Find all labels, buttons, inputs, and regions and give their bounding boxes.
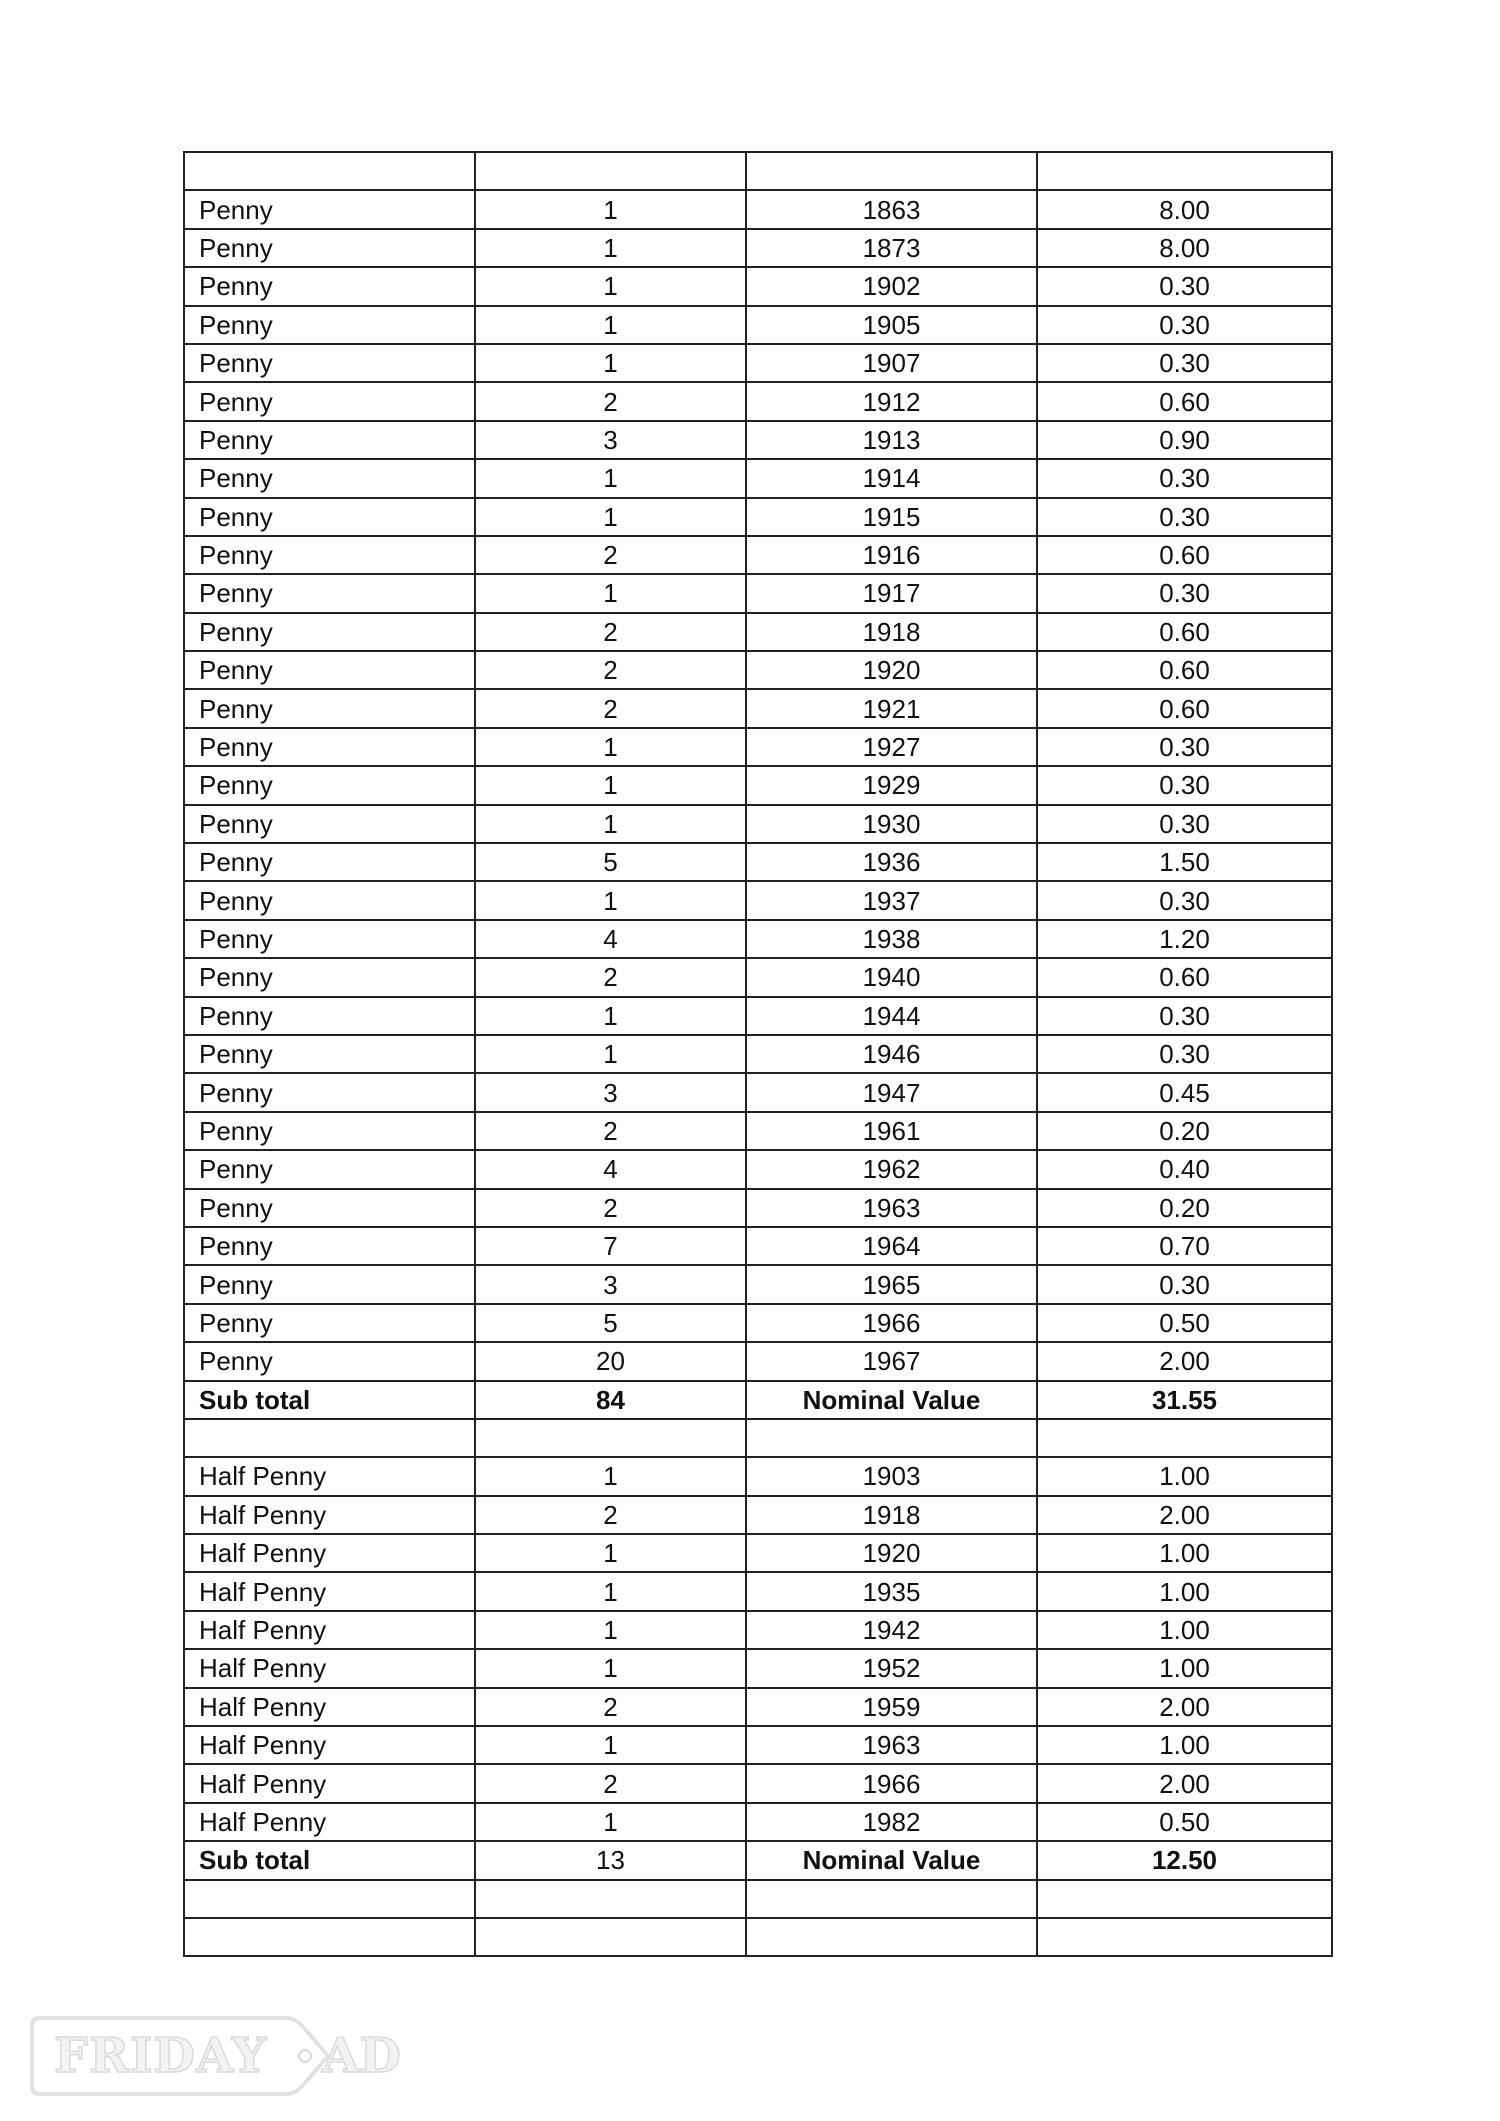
coin-name-cell: Penny	[184, 728, 475, 766]
year-cell: 1907	[746, 344, 1037, 382]
quantity-cell: 2	[475, 1496, 746, 1534]
blank-cell	[746, 1918, 1037, 1956]
year-cell: 1938	[746, 920, 1037, 958]
value-cell: 0.20	[1037, 1112, 1332, 1150]
table-row	[184, 1572, 1332, 1610]
table-row	[184, 344, 1332, 382]
coin-table	[183, 151, 1333, 1957]
blank-cell	[475, 152, 746, 190]
year-cell: 1944	[746, 997, 1037, 1035]
quantity-cell: 1	[475, 267, 746, 305]
quantity-cell: 2	[475, 1688, 746, 1726]
value-cell: 2.00	[1037, 1688, 1332, 1726]
friday-ad-logo	[30, 2010, 420, 2102]
coin-name-cell: Half Penny	[184, 1688, 475, 1726]
value-cell: 0.60	[1037, 651, 1332, 689]
coin-name-cell: Penny	[184, 344, 475, 382]
table-row	[184, 997, 1332, 1035]
quantity-cell: 2	[475, 651, 746, 689]
value-cell: 0.30	[1037, 306, 1332, 344]
value-cell: 1.00	[1037, 1726, 1332, 1764]
coin-name-cell: Half Penny	[184, 1726, 475, 1764]
value-cell: 0.30	[1037, 1265, 1332, 1303]
blank-cell	[746, 1880, 1037, 1918]
table-row	[184, 1112, 1332, 1150]
blank-cell	[184, 1918, 475, 1956]
year-cell: 1918	[746, 613, 1037, 651]
value-cell: 0.30	[1037, 267, 1332, 305]
blank-cell	[184, 1880, 475, 1918]
value-cell: 31.55	[1037, 1381, 1332, 1419]
table-row	[184, 1764, 1332, 1802]
year-cell: 1966	[746, 1304, 1037, 1342]
value-cell: 2.00	[1037, 1496, 1332, 1534]
year-cell: 1964	[746, 1227, 1037, 1265]
value-cell: 0.20	[1037, 1189, 1332, 1227]
table-row	[184, 881, 1332, 919]
value-cell: 0.30	[1037, 805, 1332, 843]
table-row	[184, 1189, 1332, 1227]
coin-name-cell: Penny	[184, 1227, 475, 1265]
table-row	[184, 1150, 1332, 1188]
quantity-cell: 5	[475, 843, 746, 881]
coin-name-cell: Penny	[184, 267, 475, 305]
year-cell: 1935	[746, 1572, 1037, 1610]
year-cell: 1966	[746, 1764, 1037, 1802]
coin-name-cell: Penny	[184, 1035, 475, 1073]
table-row	[184, 459, 1332, 497]
table-row	[184, 1342, 1332, 1380]
year-cell: 1965	[746, 1265, 1037, 1303]
coin-name-cell: Penny	[184, 536, 475, 574]
value-cell: 0.30	[1037, 459, 1332, 497]
year-cell: 1982	[746, 1803, 1037, 1841]
blank-row	[184, 152, 1332, 190]
blank-row	[184, 1918, 1332, 1956]
coin-name-cell: Penny	[184, 382, 475, 420]
year-cell: 1961	[746, 1112, 1037, 1150]
coin-name-cell: Penny	[184, 1073, 475, 1111]
quantity-cell: 1	[475, 1572, 746, 1610]
value-cell: 0.30	[1037, 498, 1332, 536]
coin-name-cell: Penny	[184, 613, 475, 651]
year-cell: 1915	[746, 498, 1037, 536]
value-cell: 0.60	[1037, 536, 1332, 574]
quantity-cell: 1	[475, 344, 746, 382]
table-row	[184, 843, 1332, 881]
table-row	[184, 1726, 1332, 1764]
value-cell: 0.60	[1037, 613, 1332, 651]
coin-name-cell: Penny	[184, 190, 475, 228]
value-cell: 12.50	[1037, 1841, 1332, 1879]
table-row	[184, 498, 1332, 536]
quantity-cell: 2	[475, 1112, 746, 1150]
blank-cell	[746, 152, 1037, 190]
quantity-cell: 1	[475, 306, 746, 344]
blank-cell	[1037, 1880, 1332, 1918]
blank-cell	[184, 152, 475, 190]
quantity-cell: 5	[475, 1304, 746, 1342]
quantity-cell: 1	[475, 997, 746, 1035]
year-cell: 1952	[746, 1649, 1037, 1687]
coin-name-cell: Penny	[184, 958, 475, 996]
svg-text:AD: AD	[322, 2028, 401, 2084]
year-cell: 1942	[746, 1611, 1037, 1649]
quantity-cell: 4	[475, 1150, 746, 1188]
coin-name-cell: Penny	[184, 498, 475, 536]
quantity-cell: 13	[475, 1841, 746, 1879]
value-cell: 0.60	[1037, 958, 1332, 996]
table-row	[184, 229, 1332, 267]
quantity-cell: 7	[475, 1227, 746, 1265]
year-cell: 1936	[746, 843, 1037, 881]
coin-name-cell: Penny	[184, 766, 475, 804]
value-cell: 1.20	[1037, 920, 1332, 958]
quantity-cell: 1	[475, 1803, 746, 1841]
table-row	[184, 306, 1332, 344]
quantity-cell: 3	[475, 421, 746, 459]
quantity-cell: 1	[475, 190, 746, 228]
quantity-cell: 1	[475, 766, 746, 804]
year-cell: 1873	[746, 229, 1037, 267]
table-row	[184, 1457, 1332, 1495]
table-row	[184, 1803, 1332, 1841]
year-cell: 1912	[746, 382, 1037, 420]
blank-row	[184, 1880, 1332, 1918]
coin-name-cell: Half Penny	[184, 1496, 475, 1534]
table-row	[184, 1227, 1332, 1265]
year-cell: 1917	[746, 574, 1037, 612]
svg-text:FRIDAY: FRIDAY	[54, 2028, 268, 2084]
table-row	[184, 1035, 1332, 1073]
coin-name-cell: Penny	[184, 651, 475, 689]
year-cell: 1946	[746, 1035, 1037, 1073]
value-cell: 2.00	[1037, 1342, 1332, 1380]
blank-cell	[746, 1419, 1037, 1457]
coin-name-cell: Penny	[184, 881, 475, 919]
coin-name-cell: Half Penny	[184, 1611, 475, 1649]
value-cell: 1.00	[1037, 1572, 1332, 1610]
coin-name-cell: Penny	[184, 1112, 475, 1150]
table-row	[184, 613, 1332, 651]
quantity-cell: 2	[475, 1764, 746, 1802]
value-cell: 0.30	[1037, 344, 1332, 382]
quantity-cell: 3	[475, 1073, 746, 1111]
value-cell: 0.30	[1037, 881, 1332, 919]
blank-cell	[475, 1419, 746, 1457]
year-cell: 1959	[746, 1688, 1037, 1726]
table-row	[184, 190, 1332, 228]
year-cell: 1962	[746, 1150, 1037, 1188]
coin-name-cell: Penny	[184, 805, 475, 843]
table-row	[184, 689, 1332, 727]
value-cell: 8.00	[1037, 229, 1332, 267]
quantity-cell: 1	[475, 229, 746, 267]
blank-cell	[1037, 152, 1332, 190]
blank-cell	[1037, 1419, 1332, 1457]
quantity-cell: 1	[475, 1726, 746, 1764]
value-cell: 0.60	[1037, 382, 1332, 420]
quantity-cell: 1	[475, 805, 746, 843]
quantity-cell: 2	[475, 382, 746, 420]
coin-name-cell: Half Penny	[184, 1572, 475, 1610]
quantity-cell: 1	[475, 1457, 746, 1495]
coin-name-cell: Penny	[184, 1342, 475, 1380]
table-row	[184, 421, 1332, 459]
table-row	[184, 805, 1332, 843]
table-row	[184, 1304, 1332, 1342]
value-cell: 0.40	[1037, 1150, 1332, 1188]
blank-cell	[1037, 1918, 1332, 1956]
year-cell: Nominal Value	[746, 1841, 1037, 1879]
coin-name-cell: Penny	[184, 920, 475, 958]
year-cell: 1905	[746, 306, 1037, 344]
year-cell: 1913	[746, 421, 1037, 459]
year-cell: Nominal Value	[746, 1381, 1037, 1419]
quantity-cell: 1	[475, 498, 746, 536]
table-row	[184, 1611, 1332, 1649]
table-row	[184, 766, 1332, 804]
value-cell: 0.60	[1037, 689, 1332, 727]
coin-name-cell: Penny	[184, 1189, 475, 1227]
value-cell: 0.30	[1037, 997, 1332, 1035]
year-cell: 1927	[746, 728, 1037, 766]
table-row	[184, 536, 1332, 574]
value-cell: 0.30	[1037, 574, 1332, 612]
coin-name-cell: Half Penny	[184, 1803, 475, 1841]
year-cell: 1863	[746, 190, 1037, 228]
quantity-cell: 1	[475, 728, 746, 766]
year-cell: 1902	[746, 267, 1037, 305]
value-cell: 0.90	[1037, 421, 1332, 459]
coin-name-cell: Penny	[184, 229, 475, 267]
coin-name-cell: Penny	[184, 843, 475, 881]
table-row	[184, 267, 1332, 305]
coin-table-body	[184, 152, 1332, 1956]
year-cell: 1903	[746, 1457, 1037, 1495]
coin-name-cell: Penny	[184, 306, 475, 344]
table-row	[184, 958, 1332, 996]
coin-name-cell: Penny	[184, 689, 475, 727]
year-cell: 1916	[746, 536, 1037, 574]
coin-name-cell: Half Penny	[184, 1534, 475, 1572]
quantity-cell: 1	[475, 881, 746, 919]
quantity-cell: 2	[475, 536, 746, 574]
value-cell: 1.00	[1037, 1457, 1332, 1495]
coin-name-cell: Half Penny	[184, 1764, 475, 1802]
quantity-cell: 1	[475, 1649, 746, 1687]
value-cell: 0.50	[1037, 1803, 1332, 1841]
value-cell: 1.00	[1037, 1649, 1332, 1687]
coin-name-cell: Half Penny	[184, 1457, 475, 1495]
value-cell: 0.30	[1037, 1035, 1332, 1073]
value-cell: 0.45	[1037, 1073, 1332, 1111]
quantity-cell: 3	[475, 1265, 746, 1303]
year-cell: 1929	[746, 766, 1037, 804]
coin-name-cell: Sub total	[184, 1841, 475, 1879]
table-row	[184, 382, 1332, 420]
year-cell: 1921	[746, 689, 1037, 727]
value-cell: 0.70	[1037, 1227, 1332, 1265]
blank-cell	[475, 1880, 746, 1918]
quantity-cell: 20	[475, 1342, 746, 1380]
year-cell: 1940	[746, 958, 1037, 996]
table-row	[184, 574, 1332, 612]
year-cell: 1967	[746, 1342, 1037, 1380]
year-cell: 1920	[746, 651, 1037, 689]
quantity-cell: 1	[475, 459, 746, 497]
blank-cell	[475, 1918, 746, 1956]
coin-name-cell: Penny	[184, 421, 475, 459]
year-cell: 1963	[746, 1726, 1037, 1764]
quantity-cell: 2	[475, 1189, 746, 1227]
coin-name-cell: Penny	[184, 574, 475, 612]
quantity-cell: 84	[475, 1381, 746, 1419]
table-row	[184, 920, 1332, 958]
quantity-cell: 2	[475, 613, 746, 651]
table-row	[184, 1649, 1332, 1687]
value-cell: 0.30	[1037, 728, 1332, 766]
quantity-cell: 1	[475, 574, 746, 612]
coin-name-cell: Penny	[184, 459, 475, 497]
quantity-cell: 2	[475, 689, 746, 727]
table-row	[184, 1534, 1332, 1572]
value-cell: 0.30	[1037, 766, 1332, 804]
year-cell: 1947	[746, 1073, 1037, 1111]
coin-name-cell: Penny	[184, 1304, 475, 1342]
quantity-cell: 1	[475, 1611, 746, 1649]
coin-name-cell: Penny	[184, 1265, 475, 1303]
table-row	[184, 1265, 1332, 1303]
value-cell: 0.50	[1037, 1304, 1332, 1342]
quantity-cell: 1	[475, 1035, 746, 1073]
subtotal-row	[184, 1841, 1332, 1879]
year-cell: 1937	[746, 881, 1037, 919]
coin-name-cell: Penny	[184, 997, 475, 1035]
coin-name-cell: Penny	[184, 1150, 475, 1188]
value-cell: 1.00	[1037, 1534, 1332, 1572]
table-row	[184, 728, 1332, 766]
year-cell: 1930	[746, 805, 1037, 843]
blank-cell	[184, 1419, 475, 1457]
quantity-cell: 4	[475, 920, 746, 958]
table-row	[184, 1496, 1332, 1534]
year-cell: 1963	[746, 1189, 1037, 1227]
year-cell: 1920	[746, 1534, 1037, 1572]
coin-name-cell: Sub total	[184, 1381, 475, 1419]
table-row	[184, 651, 1332, 689]
value-cell: 1.50	[1037, 843, 1332, 881]
value-cell: 2.00	[1037, 1764, 1332, 1802]
subtotal-row	[184, 1381, 1332, 1419]
quantity-cell: 2	[475, 958, 746, 996]
table-row	[184, 1688, 1332, 1726]
coin-name-cell: Half Penny	[184, 1649, 475, 1687]
year-cell: 1918	[746, 1496, 1037, 1534]
year-cell: 1914	[746, 459, 1037, 497]
blank-row	[184, 1419, 1332, 1457]
table-row	[184, 1073, 1332, 1111]
value-cell: 1.00	[1037, 1611, 1332, 1649]
quantity-cell: 1	[475, 1534, 746, 1572]
value-cell: 8.00	[1037, 190, 1332, 228]
